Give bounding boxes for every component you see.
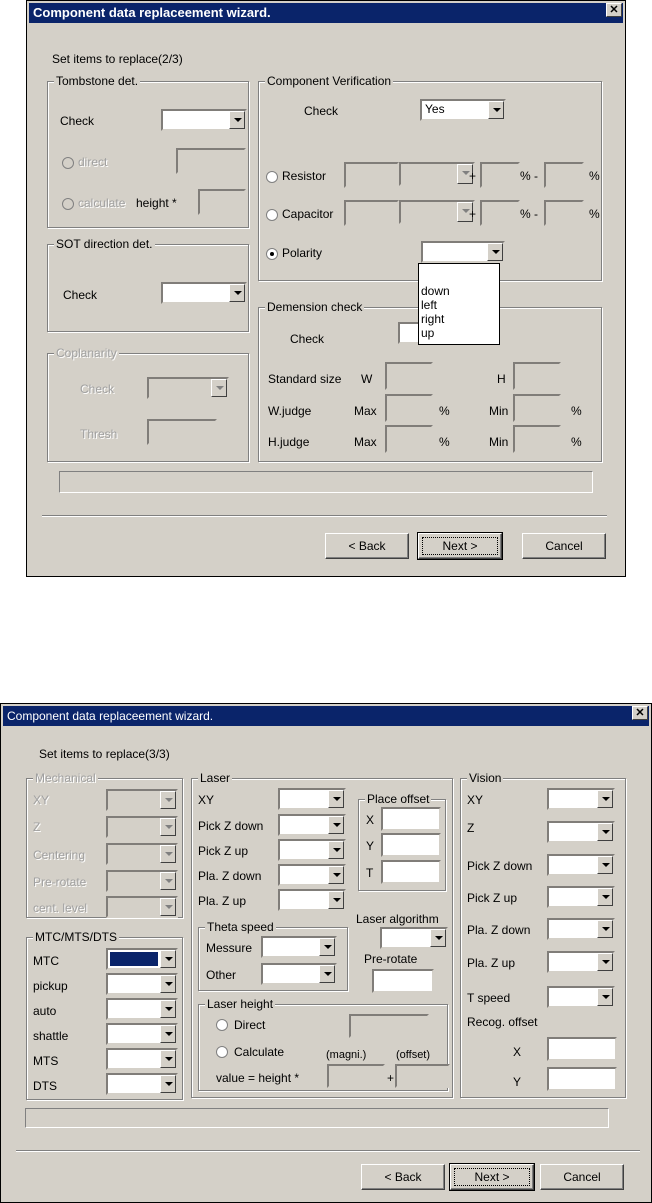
chevron-down-icon[interactable] (597, 856, 613, 874)
coplanarity-group (47, 346, 249, 462)
prerotate-label: Pre-rotate (364, 952, 418, 966)
mech-prerotate-label: Pre-rotate (33, 875, 87, 889)
theta-speed-legend: Theta speed (207, 920, 274, 934)
close-icon[interactable]: ✕ (632, 706, 648, 720)
height-label: height * (136, 196, 177, 210)
vision-plazup-combo[interactable] (547, 951, 615, 973)
vision-pickzup-combo[interactable] (547, 886, 615, 908)
mech-z-combo[interactable] (106, 816, 178, 838)
close-icon[interactable]: ✕ (606, 3, 622, 17)
auto-combo[interactable] (106, 998, 178, 1020)
chevron-down-icon[interactable] (319, 965, 335, 983)
laser-xy-combo[interactable] (278, 788, 346, 810)
capacitor-label: Capacitor (282, 207, 334, 221)
chevron-down-icon[interactable] (597, 790, 613, 808)
place-x-field[interactable] (381, 807, 441, 831)
verification-group (258, 74, 602, 281)
chevron-down-icon[interactable] (319, 938, 335, 956)
laser-algorithm-combo[interactable] (380, 927, 448, 949)
chevron-down-icon[interactable] (160, 1025, 176, 1043)
vision-plazup-label: Pla. Z up (467, 956, 516, 970)
next-button[interactable]: Next > (450, 1164, 534, 1190)
resistor-label: Resistor (282, 169, 327, 183)
hjudge-max-label: Max (354, 435, 377, 449)
chevron-down-icon[interactable] (160, 818, 176, 836)
offset-field[interactable] (395, 1064, 450, 1088)
capacitor-tol-minus-field[interactable] (544, 200, 584, 226)
other-combo[interactable] (261, 963, 337, 985)
chevron-down-icon[interactable] (160, 791, 176, 809)
dts-combo[interactable] (106, 1073, 178, 1095)
cancel-button[interactable]: Cancel (522, 533, 606, 559)
chevron-down-icon[interactable] (487, 243, 503, 261)
hjudge-min-field[interactable] (513, 425, 561, 453)
place-y-field[interactable] (381, 833, 441, 857)
capacitor-tol-plus-field[interactable] (480, 200, 520, 226)
chevron-down-icon[interactable] (211, 379, 227, 397)
direct-field[interactable] (176, 148, 246, 174)
wjudge-max-label: Max (354, 404, 377, 418)
messure-combo[interactable] (261, 936, 337, 958)
prerotate-field[interactable] (372, 969, 434, 993)
mtc-legend: MTC/MTS/DTS (35, 930, 117, 944)
verification-legend: Component Verification (267, 74, 392, 88)
h-label: H (497, 372, 506, 386)
mts-combo[interactable] (106, 1048, 178, 1070)
chevron-down-icon[interactable] (160, 845, 176, 863)
polarity-option[interactable]: left (421, 298, 438, 312)
mech-centering-label: Centering (33, 848, 86, 862)
dimension-check-label: Check (290, 332, 325, 346)
place-offset-group (358, 792, 446, 891)
chevron-down-icon[interactable] (597, 920, 613, 938)
chevron-down-icon[interactable] (328, 790, 344, 808)
divider (16, 1150, 640, 1152)
chevron-down-icon[interactable] (160, 1075, 176, 1093)
sot-check-combo[interactable] (161, 282, 247, 304)
place-t-field[interactable] (381, 860, 441, 884)
mech-centlevel-combo[interactable] (106, 896, 178, 918)
vision-pickzdown-label: Pick Z down (467, 859, 533, 873)
dimension-legend: Demension check (267, 300, 363, 314)
laser-pickzdown-combo[interactable] (278, 814, 346, 836)
chevron-down-icon[interactable] (597, 823, 613, 841)
place-y-label: Y (366, 839, 375, 853)
laser-direct-label: Direct (234, 1018, 266, 1032)
back-button[interactable]: < Back (361, 1164, 445, 1190)
dts-label: DTS (33, 1079, 57, 1093)
capacitor-value-field[interactable] (344, 200, 399, 226)
w-label: W (361, 372, 373, 386)
sot-check-label: Check (63, 288, 98, 302)
calculate-radio[interactable] (62, 198, 74, 210)
laser-calculate-label: Calculate (234, 1045, 285, 1059)
shattle-combo[interactable] (106, 1023, 178, 1045)
thresh-label: Thresh (80, 427, 118, 441)
recog-y-field[interactable] (547, 1067, 617, 1091)
resistor-radio[interactable] (266, 171, 278, 183)
hjudge-max-field[interactable] (385, 425, 433, 453)
cancel-button[interactable]: Cancel (540, 1164, 624, 1190)
polarity-option[interactable]: right (421, 312, 445, 326)
capacitor-plus: + (469, 207, 477, 221)
hjudge-label: H.judge (268, 435, 310, 449)
wizard-dialog-step2 (26, 0, 626, 577)
mech-prerotate-combo[interactable] (106, 870, 178, 892)
laser-plus: + (387, 1071, 395, 1085)
polarity-label: Polarity (282, 246, 323, 260)
laser-plazdown-combo[interactable] (278, 864, 346, 886)
standard-size-label: Standard size (268, 372, 342, 386)
capacitor-pct-minus: % - (520, 207, 538, 221)
polarity-option[interactable]: up (421, 326, 435, 340)
chevron-down-icon[interactable] (488, 101, 504, 119)
place-t-label: T (366, 866, 374, 880)
tombstone-check-combo[interactable] (161, 109, 247, 131)
recog-x-label: X (513, 1045, 522, 1059)
dialog-title: Component data replaceement wizard. (3, 706, 649, 726)
thresh-field[interactable] (147, 419, 217, 445)
chevron-down-icon[interactable] (328, 816, 344, 834)
mts-label: MTS (33, 1054, 59, 1068)
calculate-label: calculate (78, 196, 126, 210)
mtc-group (26, 930, 183, 1100)
sot-legend: SOT direction det. (56, 237, 153, 251)
polarity-combo[interactable] (421, 241, 505, 263)
std-w-field[interactable] (385, 362, 433, 390)
laser-group (191, 771, 453, 1098)
vision-xy-combo[interactable] (547, 788, 615, 810)
capacitor-unit-combo[interactable] (399, 200, 475, 224)
chevron-down-icon[interactable] (160, 898, 176, 916)
mech-centlevel-label: cent. level (33, 901, 88, 915)
laser-plazup-label: Pla. Z up (198, 894, 247, 908)
chevron-down-icon[interactable] (430, 929, 446, 947)
recog-x-field[interactable] (547, 1037, 617, 1061)
place-x-label: X (366, 813, 375, 827)
verify-check-label: Check (304, 104, 339, 118)
shattle-label: shattle (33, 1029, 69, 1043)
status-bar (25, 1108, 609, 1128)
vision-tspeed-label: T speed (467, 991, 511, 1005)
hjudge-min-pct: % (571, 435, 582, 449)
verify-check-combo[interactable]: Yes (420, 99, 506, 121)
vision-pickzdown-combo[interactable] (547, 854, 615, 876)
laser-pickzdown-label: Pick Z down (198, 819, 264, 833)
vision-xy-label: XY (467, 793, 484, 807)
magni-field[interactable] (327, 1064, 385, 1088)
laser-height-group (198, 997, 448, 1091)
dialog-title: Component data replaceement wizard. (29, 3, 623, 23)
height-field[interactable] (198, 189, 246, 215)
wjudge-max-pct: % (439, 404, 450, 418)
laser-xy-label: XY (198, 793, 215, 807)
vision-legend: Vision (469, 771, 502, 785)
mtc-combo[interactable] (106, 948, 178, 970)
tombstone-legend: Tombstone det. (56, 74, 139, 88)
auto-label: auto (33, 1004, 57, 1018)
vision-group (460, 771, 626, 1098)
resistor-tol-minus-field[interactable] (544, 162, 584, 188)
wjudge-label: W.judge (268, 404, 312, 418)
laser-calculate-radio[interactable] (216, 1046, 228, 1058)
laser-direct-radio[interactable] (216, 1019, 228, 1031)
mech-xy-combo[interactable] (106, 789, 178, 811)
magni-label: (magni.) (326, 1049, 367, 1061)
resistor-plus: + (469, 169, 477, 183)
resistor-unit-combo[interactable] (399, 162, 475, 186)
recog-y-label: Y (513, 1075, 522, 1089)
direct-label: direct (78, 155, 108, 169)
mechanical-group (26, 771, 183, 918)
hjudge-max-pct: % (439, 435, 450, 449)
chevron-down-icon[interactable] (160, 975, 176, 993)
offset-label: (offset) (396, 1049, 431, 1061)
wjudge-max-field[interactable] (385, 394, 433, 422)
theta-speed-group (198, 920, 348, 991)
coplanarity-check-label: Check (80, 382, 115, 396)
coplanarity-check-combo[interactable] (147, 377, 229, 399)
vision-plazdown-label: Pla. Z down (467, 923, 531, 937)
pickup-combo[interactable] (106, 973, 178, 995)
chevron-down-icon[interactable] (160, 872, 176, 890)
resistor-pct: % (589, 169, 600, 183)
capacitor-radio[interactable] (266, 209, 278, 221)
step-label: Set items to replace(2/3) (52, 52, 183, 66)
mech-z-label: Z (33, 820, 41, 834)
chevron-down-icon[interactable] (229, 111, 245, 129)
chevron-down-icon[interactable] (229, 284, 245, 302)
laser-direct-field[interactable] (349, 1014, 429, 1038)
wjudge-min-pct: % (571, 404, 582, 418)
laser-height-legend: Laser height (207, 997, 274, 1011)
vision-pickzup-label: Pick Z up (467, 891, 518, 905)
polarity-dropdown-list (418, 263, 500, 345)
laser-pickzup-label: Pick Z up (198, 844, 249, 858)
laser-legend: Laser (200, 771, 231, 785)
step-label: Set items to replace(3/3) (39, 747, 170, 761)
polarity-option[interactable]: down (421, 284, 450, 298)
polarity-radio[interactable] (266, 248, 278, 260)
other-label: Other (206, 968, 237, 982)
chevron-down-icon[interactable] (160, 950, 176, 968)
place-offset-legend: Place offset (367, 792, 430, 806)
chevron-down-icon[interactable] (597, 953, 613, 971)
laser-plazup-combo[interactable] (278, 889, 346, 911)
chevron-down-icon[interactable] (597, 988, 613, 1006)
coplanarity-legend: Coplanarity (56, 346, 117, 360)
chevron-down-icon[interactable] (328, 841, 344, 859)
chevron-down-icon[interactable] (597, 888, 613, 906)
chevron-down-icon[interactable] (160, 1050, 176, 1068)
hjudge-min-label: Min (489, 435, 509, 449)
resistor-pct-minus: % - (520, 169, 538, 183)
next-button[interactable]: Next > (418, 533, 502, 559)
direct-radio[interactable] (62, 157, 74, 169)
mechanical-legend: Mechanical (35, 771, 96, 785)
laser-algorithm-label: Laser algorithm (356, 912, 439, 926)
divider (42, 515, 607, 517)
chevron-down-icon[interactable] (328, 866, 344, 884)
wjudge-min-field[interactable] (513, 394, 561, 422)
sot-group (47, 237, 249, 332)
resistor-value-field[interactable] (344, 162, 399, 188)
std-h-field[interactable] (513, 362, 561, 390)
mtc-label: MTC (33, 954, 59, 968)
status-bar (59, 471, 593, 493)
recog-offset-label: Recog. offset (467, 1015, 538, 1029)
vision-z-label: Z (467, 821, 475, 835)
tombstone-check-label: Check (60, 114, 95, 128)
back-button[interactable]: < Back (325, 533, 409, 559)
vision-plazdown-combo[interactable] (547, 918, 615, 940)
wjudge-min-label: Min (489, 404, 509, 418)
vision-z-combo[interactable] (547, 821, 615, 843)
messure-label: Messure (206, 941, 253, 955)
tombstone-group (47, 74, 249, 228)
chevron-down-icon[interactable] (160, 1000, 176, 1018)
pickup-label: pickup (33, 979, 68, 993)
laser-pickzup-combo[interactable] (278, 839, 346, 861)
value-height-label: value = height * (216, 1071, 300, 1085)
laser-plazdown-label: Pla. Z down (198, 869, 262, 883)
wizard-dialog-step3 (0, 703, 652, 1203)
chevron-down-icon[interactable] (328, 891, 344, 909)
mech-centering-combo[interactable] (106, 843, 178, 865)
resistor-tol-plus-field[interactable] (480, 162, 520, 188)
mech-xy-label: XY (33, 793, 50, 807)
vision-tspeed-combo[interactable] (547, 986, 615, 1008)
capacitor-pct: % (589, 207, 600, 221)
